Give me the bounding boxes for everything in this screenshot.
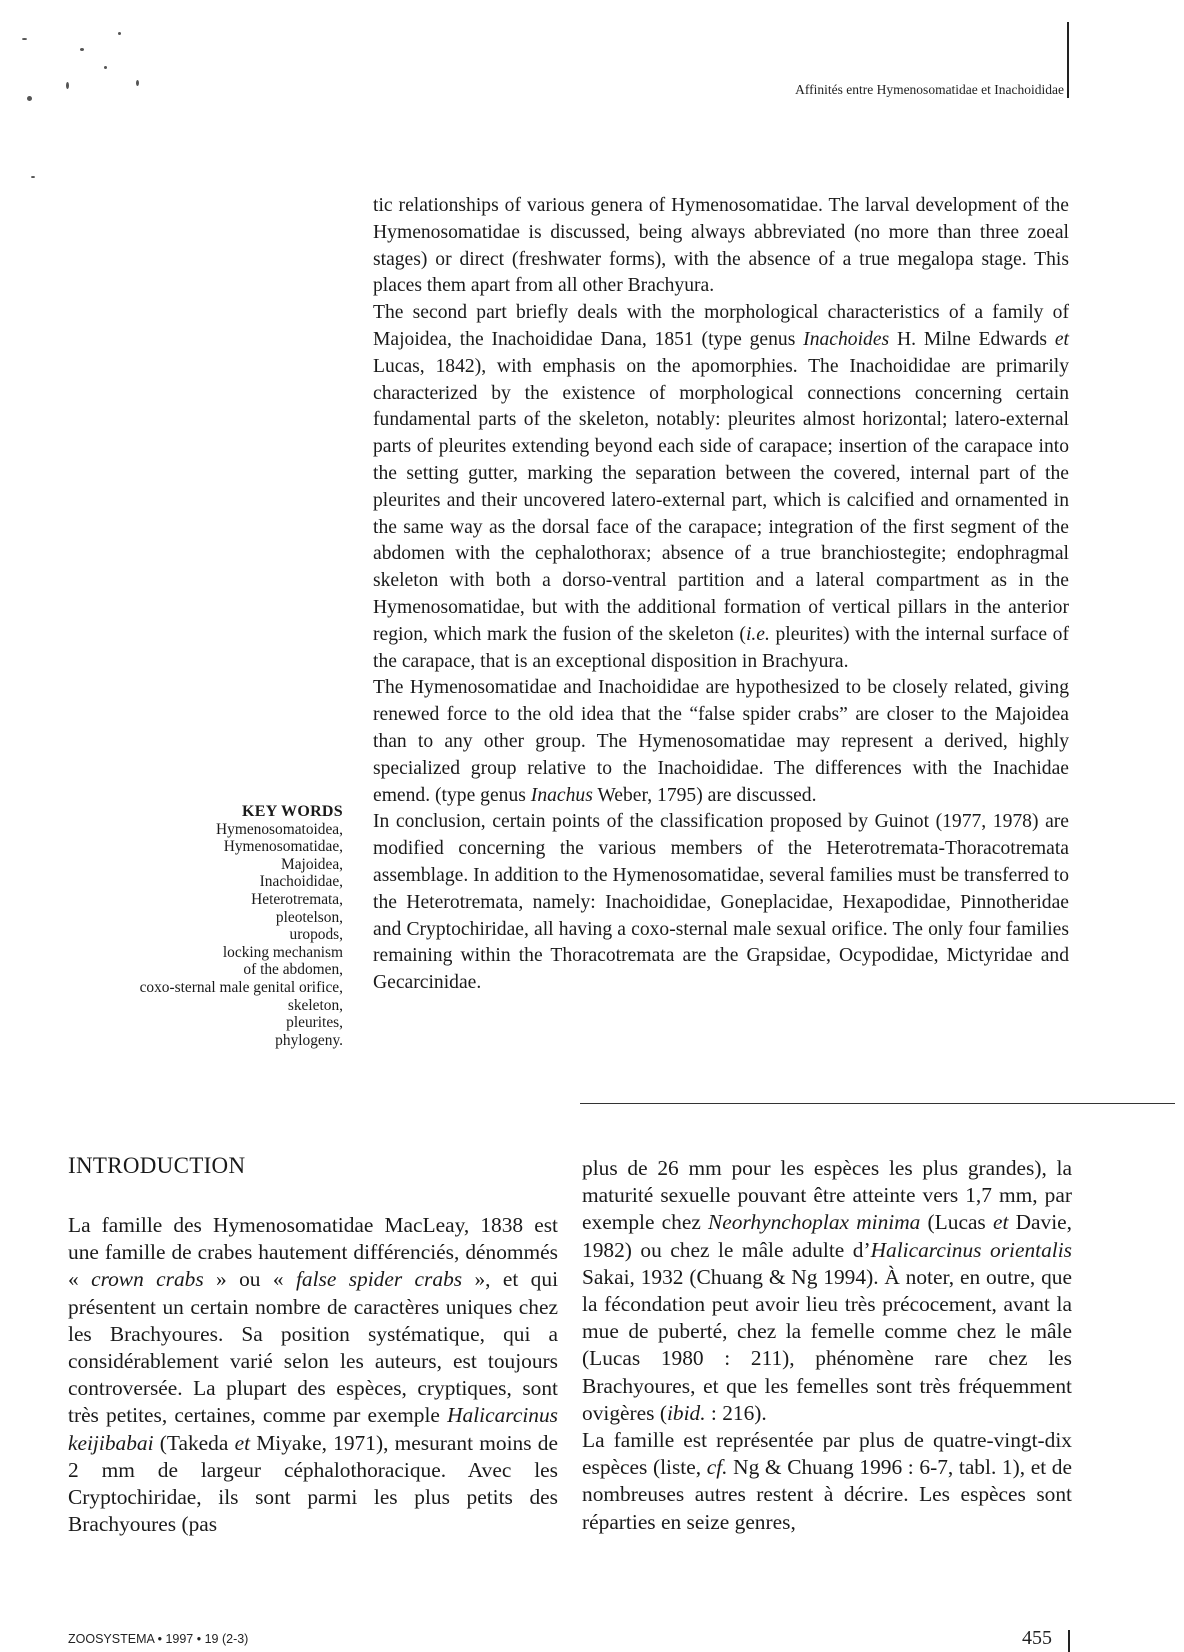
text-run: Ng & Chuang 1996 : 6-7, tabl. 1), et de nombreuses autres restent à décrire. Les espèces sont réparties en seize genres, [582,1455,1072,1534]
intro-column-right [582,1155,1072,1536]
text-run: (Takeda [153,1430,235,1455]
italic-text: Inachus [530,784,593,806]
keyword-item: pleotelson, [275,908,343,926]
italic-text: Halicarcinus keijibabai [68,1403,558,1455]
text-run: Davie, 1982) ou chez le mâle adulte d’ [582,1210,1072,1262]
italic-text: ibid. [666,1400,706,1425]
text-run: tic relationships of various genera of Hymenosomatidae. The larval development of the Hymenosomatidae is discussed, being always abbreviated (no more than three zoeal stages) or direct (freshwater forms), with the absence of a true megalopa stage. This places them apart from all other Brachyura. [373,195,1069,297]
italic-text: Inachoides [803,328,890,350]
text-run: : 216). [705,1400,767,1425]
text-run: », et qui présentent un certain nombre de caractères uniques chez les Brachyoures. Sa position systématique, qui a considérablement varié selon les auteurs, est toujours controversée. La plupart des espèces, cryptiques, sont très petites, certaines, comme par exemple [68,1267,559,1428]
italic-text: et [992,1210,1009,1235]
text-run: plus de 26 mm pour les espèces les plus grandes), la maturité sexuelle pouvant être atteinte vers 1,7 mm, par exemple chez [582,1156,1072,1235]
text-run: H. Milne Edwards [889,328,1055,350]
keyword-item: locking mechanism [222,943,343,961]
text-run: In conclusion, certain points of the classification proposed by Guinot (1977, 1978) are modified concerning the various members of the Heterotremata-Thoracotremata assemblage. In addition to the Hymenosomatidae, several families must be transferred to the Heterotremata, namely: Inachoididae, Goneplacidae, Hexapodidae, Pinnotheridae and Cryptochiridae, all having a coxo-sternal male sexual orifice. The only four families remaining within the Thoracotremata are the Grapsidae, Ocypodidae, Mictyridae and Gecarcinidae. [373,811,1069,994]
italic-text: false spider crabs [295,1267,463,1292]
keyword-item: Heterotremata, [251,890,343,908]
page-number-rule [1068,1630,1070,1652]
keyword-item: phylogeny. [275,1031,343,1049]
journal-footer: ZOOSYSTEMA • 1997 • 19 (2-3) [68,1632,249,1646]
intro-paragraph [582,1427,1072,1536]
keyword-item: of the abdomen, [243,961,343,979]
text-run: Lucas, 1842), with emphasis on the apomorphies. The Inachoididae are primarily characterized by the existence of morphological connections concerning certain fundamental parts of the skeleton, notably: pleurites almost horizontal; latero-external parts of pleurites extending beyond each side of carapace; insertion of the carapace into the setting gutter, marking the separation between the covered, internal part of the pleurites and their uncovered latero-external part, which is calcified and ornamented in the same way as the dorsal face of the carapace; integration of the first segment of the abdomen with the cephalothorax; absence of a true branchiostegite; endophragmal skeleton with both a dorso-ventral partition and a lateral compartment as in the Hymenosomatidae, but with the additional formation of vertical pillars in the anterior region, which mark the fusion of the skeleton ( [373,355,1069,645]
text-run: Weber, 1795) are discussed. [592,784,817,806]
italic-text: et [1054,328,1069,350]
keywords-list [60,821,343,1050]
keyword-item: uropods, [289,926,343,944]
abstract-paragraph [373,809,1069,997]
text-run: La famille est représentée par plus de quatre-vingt-dix espèces (liste, [582,1428,1072,1480]
keyword-item: Hymenosomatidae, [223,838,343,856]
abstract-paragraph [373,300,1069,675]
text-run: (Lucas [920,1210,993,1235]
keyword-item: coxo-sternal male genital orifice, [139,978,343,996]
text-run: Miyake, 1971), mesurant moins de 2 mm de largeur céphalothoracique. Avec les Cryptochiridae, ils sont parmi les plus petits des Brachyoures (pas [68,1430,558,1537]
intro-paragraph [68,1212,558,1538]
running-head: Affinités entre Hymenosomatidae et Inachoididae [795,82,1064,97]
italic-text: i.e. [745,623,770,645]
keywords-block [60,803,343,1049]
abstract-paragraph [373,193,1069,300]
introduction-heading: INTRODUCTION [68,1153,246,1178]
keyword-item: pleurites, [286,1014,343,1032]
keyword-item: Inachoididae, [259,873,343,891]
italic-text: cf. [706,1455,728,1480]
keywords-title: KEY WORDS [242,803,343,820]
text-run: La famille des Hymenosomatidae MacLeay, 1838 est une famille de crabes hautement différenciés, dénommés « [68,1213,558,1292]
page-number: 455 [1022,1627,1052,1649]
italic-text: Halicarcinus orientalis [870,1237,1072,1262]
text-run: Sakai, 1932 (Chuang & Ng 1994). À noter, en outre, que la fécondation peut avoir lieu très précocement, avant la mue de puberté, chez la femelle comme chez le mâle (Lucas 1980 : 211), phénomène rare chez les Brachyoures, et que les femelles sont très fréquemment ovigères ( [582,1264,1072,1425]
text-run: » ou « [203,1267,296,1292]
italic-text: Neorhynchoplax minima [708,1210,921,1235]
italic-text: crown crabs [91,1267,204,1292]
italic-text: et [234,1430,251,1455]
keyword-item: skeleton, [287,996,343,1014]
running-head-rule [1067,22,1069,98]
abstract [373,193,1069,997]
keyword-item: Majoidea, [281,855,343,873]
keyword-item: Hymenosomatoidea, [216,820,343,838]
section-separator [580,1103,1175,1104]
intro-paragraph [582,1155,1072,1427]
intro-column-left [68,1212,558,1538]
text-run: pleurites) with the internal surface of the carapace, that is an exceptional disposition in Brachyura. [373,623,1069,672]
abstract-paragraph [373,675,1069,809]
text-run: The Hymenosomatidae and Inachoididae are hypothesized to be closely related, giving renewed force to the old idea that the “false spider crabs” are closer to the Majoidea than to any other group. The Hymenosomatidae may represent a derived, highly specialized group relative to the Inachoididae. The differences with the Inachidae emend. (type genus [373,677,1069,806]
text-run: The second part briefly deals with the morphological characteristics of a family of Majoidea, the Inachoididae Dana, 1851 (type genus [373,302,1069,350]
